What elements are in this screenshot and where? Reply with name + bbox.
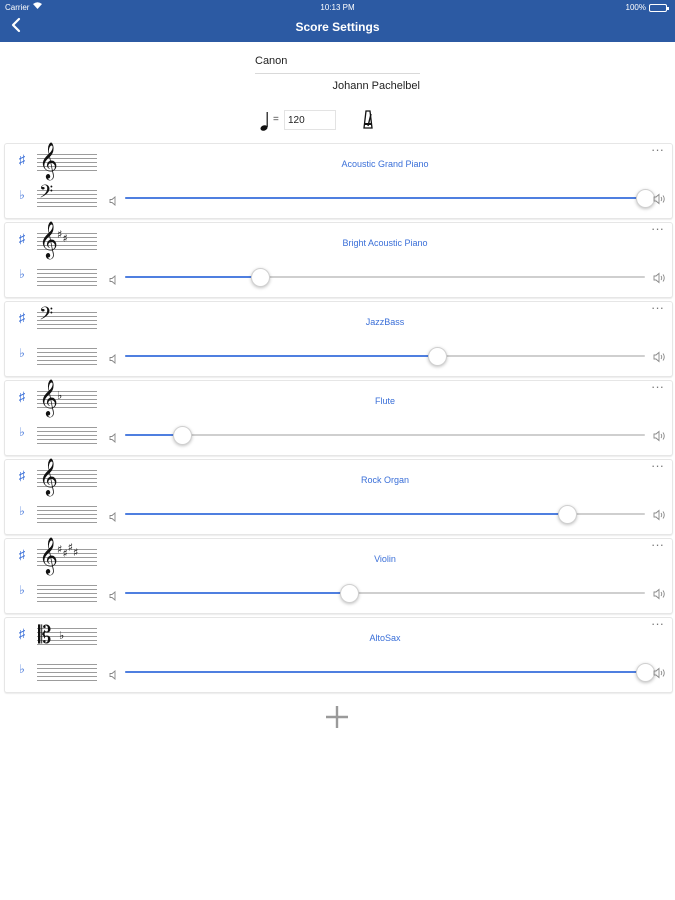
alto-clef-icon: 𝄡 (38, 621, 52, 649)
volume-low-icon (109, 272, 119, 282)
battery-icon (649, 4, 667, 12)
transpose-down-button[interactable]: ♭ (19, 346, 25, 360)
volume-slider[interactable] (125, 505, 645, 523)
volume-slider[interactable] (125, 189, 645, 207)
instrument-name[interactable]: JazzBass (365, 317, 405, 327)
more-options-button[interactable]: ··· (651, 537, 664, 552)
plus-icon (323, 703, 351, 731)
more-options-button[interactable]: ··· (651, 379, 664, 394)
more-options-button[interactable]: ··· (651, 616, 664, 631)
key-signature: ♯♯♯♯ (57, 541, 79, 560)
more-options-button[interactable]: ··· (651, 142, 664, 157)
key-signature: ♭ (57, 389, 63, 402)
transpose-up-button[interactable]: ♯ (18, 626, 26, 641)
transpose-up-button[interactable]: ♯ (18, 231, 26, 246)
transpose-down-button[interactable]: ♭ (19, 425, 25, 439)
volume-high-icon (653, 271, 667, 283)
quarter-note-icon (260, 110, 272, 137)
volume-low-icon (109, 351, 119, 361)
transpose-up-button[interactable]: ♯ (18, 547, 26, 562)
instrument-track (4, 143, 673, 219)
treble-clef-icon: 𝄞 (39, 141, 58, 179)
volume-high-icon (653, 192, 667, 204)
more-options-button[interactable]: ··· (651, 458, 664, 473)
transpose-down-button[interactable]: ♭ (19, 662, 25, 676)
volume-high-icon (653, 666, 667, 678)
metronome-icon[interactable] (362, 108, 374, 135)
volume-slider[interactable] (125, 426, 645, 444)
composer-field[interactable]: Johann Pachelbel (332, 80, 420, 92)
bass-clef-icon: 𝄢 (39, 304, 54, 329)
volume-slider-thumb[interactable] (428, 347, 447, 366)
bottom-staff[interactable] (37, 660, 97, 682)
top-staff[interactable] (37, 536, 97, 574)
instrument-name[interactable]: Bright Acoustic Piano (342, 238, 428, 248)
treble-clef-icon: 𝄞 (39, 536, 58, 574)
top-staff[interactable] (37, 378, 97, 416)
bottom-staff[interactable] (37, 423, 97, 445)
volume-slider[interactable] (125, 347, 645, 365)
volume-high-icon (653, 350, 667, 362)
volume-low-icon (109, 430, 119, 440)
volume-low-icon (109, 509, 119, 519)
treble-clef-icon: 𝄞 (39, 220, 58, 258)
instrument-name[interactable]: Flute (374, 396, 395, 406)
tempo-equals: = (273, 114, 279, 125)
instrument-track (4, 301, 673, 377)
volume-high-icon (653, 429, 667, 441)
instrument-name[interactable]: Violin (374, 554, 396, 564)
volume-slider-thumb[interactable] (340, 584, 359, 603)
bass-clef-icon: 𝄢 (39, 182, 54, 207)
battery-percent: 100% (625, 3, 646, 12)
volume-slider[interactable] (125, 663, 645, 681)
bottom-staff[interactable] (37, 344, 97, 366)
key-signature: ♭ (59, 629, 65, 642)
page-title: Score Settings (295, 20, 380, 34)
instrument-name[interactable]: AltoSax (369, 633, 401, 643)
transpose-up-button[interactable]: ♯ (18, 389, 26, 404)
volume-low-icon (109, 667, 119, 677)
transpose-down-button[interactable]: ♭ (19, 504, 25, 518)
transpose-up-button[interactable]: ♯ (18, 310, 26, 325)
bottom-staff[interactable] (37, 581, 97, 603)
transpose-down-button[interactable]: ♭ (19, 188, 25, 202)
instrument-track (4, 459, 673, 535)
transpose-down-button[interactable]: ♭ (19, 583, 25, 597)
status-bar (0, 0, 675, 14)
top-staff[interactable] (37, 304, 97, 330)
top-staff[interactable] (37, 141, 97, 179)
volume-slider-thumb[interactable] (558, 505, 577, 524)
instrument-name[interactable]: Acoustic Grand Piano (341, 159, 429, 169)
battery-indicator (626, 3, 667, 12)
treble-clef-icon: 𝄞 (39, 378, 58, 416)
more-options-button[interactable]: ··· (651, 300, 664, 315)
transpose-up-button[interactable]: ♯ (18, 152, 26, 167)
treble-clef-icon: 𝄞 (39, 457, 58, 495)
transpose-down-button[interactable]: ♭ (19, 267, 25, 281)
volume-high-icon (653, 508, 667, 520)
carrier-label: Carrier (5, 3, 30, 12)
instrument-track (4, 222, 673, 298)
tempo-row (260, 108, 380, 134)
bottom-staff[interactable] (37, 502, 97, 524)
instrument-track (4, 617, 673, 693)
top-staff[interactable] (37, 621, 97, 649)
bottom-staff[interactable] (37, 182, 97, 208)
more-options-button[interactable]: ··· (651, 221, 664, 236)
bottom-staff[interactable] (37, 265, 97, 287)
volume-low-icon (109, 588, 119, 598)
top-staff[interactable] (37, 457, 97, 495)
volume-slider-thumb[interactable] (173, 426, 192, 445)
instrument-track (4, 538, 673, 614)
status-time: 10:13 PM (320, 3, 355, 12)
instrument-track (4, 380, 673, 456)
volume-slider[interactable] (125, 584, 645, 602)
transpose-up-button[interactable]: ♯ (18, 468, 26, 483)
volume-slider[interactable] (125, 268, 645, 286)
instrument-name[interactable]: Rock Organ (360, 475, 410, 485)
navigation-bar (0, 0, 675, 42)
score-title-field[interactable]: Canon (255, 52, 420, 74)
tempo-input[interactable]: 120 (284, 110, 336, 130)
volume-low-icon (109, 193, 119, 203)
add-instrument-button[interactable] (323, 703, 351, 731)
key-signature: ♯♯ (57, 228, 68, 245)
volume-slider-thumb[interactable] (251, 268, 270, 287)
volume-high-icon (653, 587, 667, 599)
top-staff[interactable] (37, 220, 97, 258)
